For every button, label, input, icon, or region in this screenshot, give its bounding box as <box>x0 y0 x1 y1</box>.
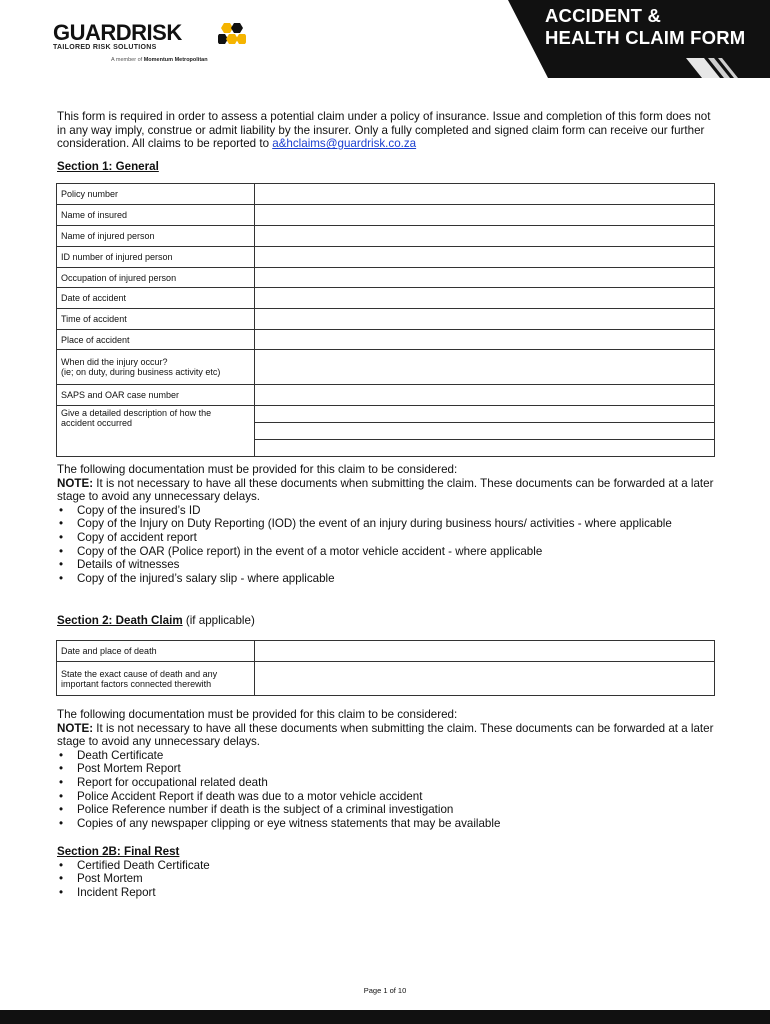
injured-name-input[interactable] <box>255 226 715 247</box>
saps-label: SAPS and OAR case number <box>57 385 255 406</box>
form-title-line2: HEALTH CLAIM FORM <box>545 27 746 48</box>
cause-line1: State the exact cause of death and any <box>61 668 218 679</box>
field-label: Time of accident <box>57 309 255 330</box>
table-row <box>57 184 715 205</box>
table-row <box>57 350 715 385</box>
table-row <box>57 247 715 268</box>
intro-text: This form is required in order to assess a potential claim under a policy of insurance. Issue and completion of this form does not in any way imply, construe or admit liability by the insurer. Only a fully completed and signed claim form can receive our further consideration. All claims to be reported to <box>57 110 711 151</box>
list-item: • Police Accident Report if death was due to a motor vehicle accident <box>57 790 717 804</box>
list-item: • Death Certificate <box>57 749 717 763</box>
list-item: • Incident Report <box>57 886 717 900</box>
field-label: Occupation of injured person <box>57 268 255 288</box>
docs1-list <box>57 504 717 586</box>
table-row <box>57 641 715 662</box>
insured-name-input[interactable] <box>255 205 715 226</box>
accident-place-input[interactable] <box>255 330 715 350</box>
footer-bar <box>0 1010 770 1024</box>
policy-number-input[interactable] <box>255 184 715 205</box>
section2-table <box>56 640 715 696</box>
cause-of-death-label <box>57 662 255 696</box>
docs2-intro: The following documentation must be provided for this claim to be considered: <box>57 708 458 721</box>
list-item: • Report for occupational related death <box>57 776 717 790</box>
logo-member-line <box>111 57 208 63</box>
docs1-note <box>57 477 717 504</box>
description-input-line1[interactable] <box>255 406 715 423</box>
docs2-note-text: It is not necessary to have all these documents when submitting the claim. These documents can be forwarded at a later stage to avoid any unnecessary delays. <box>57 721 714 749</box>
date-place-death-input[interactable] <box>255 641 715 662</box>
table-row <box>57 330 715 350</box>
logo-tagline: TAILORED RISK SOLUTIONS <box>53 44 157 51</box>
table-row <box>57 205 715 226</box>
table-row <box>57 406 715 423</box>
list-item: • Copies of any newspaper clipping or eye witness statements that may be available <box>57 817 717 831</box>
table-row <box>57 268 715 288</box>
list-item: • Copy of the insured’s ID <box>57 504 717 518</box>
member-company: Momentum Metropolitan <box>143 57 208 63</box>
section1-title: Section 1: General <box>57 160 159 173</box>
field-label: Place of accident <box>57 330 255 350</box>
saps-oar-input[interactable] <box>255 385 715 406</box>
table-row <box>57 662 715 696</box>
documentation-block-2 <box>57 708 717 830</box>
field-label: ID number of injured person <box>57 247 255 268</box>
field-label: Name of insured <box>57 205 255 226</box>
logo-wordmark: GUARDRISK <box>53 20 182 45</box>
injury-q-line2: (ie; on duty, during business activity etc) <box>61 367 221 377</box>
guardrisk-logo <box>53 22 182 44</box>
injured-id-input[interactable] <box>255 247 715 268</box>
table-row <box>57 288 715 309</box>
section2-heading <box>57 614 255 627</box>
section2b-block <box>57 845 717 899</box>
list-item: • Copy of the OAR (Police report) in the event of a motor vehicle accident - where applicable <box>57 545 717 559</box>
section2b-list <box>57 859 717 900</box>
claims-email-link[interactable]: a&hclaims@guardrisk.co.za <box>272 137 417 151</box>
accident-date-input[interactable] <box>255 288 715 309</box>
injury-q-line1: When did the injury occur? <box>61 357 168 367</box>
docs1-note-text: It is not necessary to have all these documents when submitting the claim. These documents can be forwarded at a later stage to avoid any unnecessary delays. <box>57 476 714 504</box>
docs1-intro: The following documentation must be provided for this claim to be considered: <box>57 463 458 476</box>
list-item: • Post Mortem Report <box>57 762 717 776</box>
list-item: • Copy of accident report <box>57 531 717 545</box>
docs1-note-label: NOTE: <box>57 476 94 490</box>
date-place-death-label: Date and place of death <box>57 641 255 662</box>
page-number: Page 1 of 10 <box>363 986 407 995</box>
form-title <box>545 5 745 49</box>
docs2-note-label: NOTE: <box>57 721 94 735</box>
list-item: • Copy of the Injury on Duty Reporting (IOD) the event of an injury during business hours/ activities - where applicable <box>57 517 717 531</box>
member-prefix: A member of <box>111 57 143 63</box>
documentation-block-1 <box>57 463 717 585</box>
docs2-note <box>57 722 717 749</box>
section2-title: Section 2: Death Claim <box>57 614 183 627</box>
injury-occurrence-label <box>57 350 255 385</box>
accident-time-input[interactable] <box>255 309 715 330</box>
hexagon-logo-icon <box>218 23 246 47</box>
section1-table <box>56 183 715 457</box>
table-row <box>57 309 715 330</box>
cause-line2: important factors connected therewith <box>61 678 212 689</box>
table-row <box>57 226 715 247</box>
desc-line2: accident occurred <box>61 418 133 428</box>
table-row <box>57 385 715 406</box>
intro-paragraph <box>57 110 717 151</box>
field-label: Date of accident <box>57 288 255 309</box>
list-item: • Copy of the injured’s salary slip - where applicable <box>57 572 717 586</box>
list-item: • Details of witnesses <box>57 558 717 572</box>
injury-occurrence-input[interactable] <box>255 350 715 385</box>
section2b-title: Section 2B: Final Rest <box>57 845 180 858</box>
section2b-heading <box>57 845 717 859</box>
description-input-line3[interactable] <box>255 440 715 457</box>
docs2-list <box>57 749 717 831</box>
form-title-line1: ACCIDENT & <box>545 5 662 26</box>
list-item: • Post Mortem <box>57 872 717 886</box>
description-input-line2[interactable] <box>255 423 715 440</box>
field-label: Policy number <box>57 184 255 205</box>
section2-note: (if applicable) <box>182 614 255 627</box>
cause-of-death-input[interactable] <box>255 662 715 696</box>
field-label: Name of injured person <box>57 226 255 247</box>
list-item: • Certified Death Certificate <box>57 859 717 873</box>
occupation-input[interactable] <box>255 268 715 288</box>
section1-heading <box>57 160 159 173</box>
desc-line1: Give a detailed description of how the <box>61 408 212 418</box>
description-label <box>57 406 255 457</box>
list-item: • Police Reference number if death is the subject of a criminal investigation <box>57 803 717 817</box>
